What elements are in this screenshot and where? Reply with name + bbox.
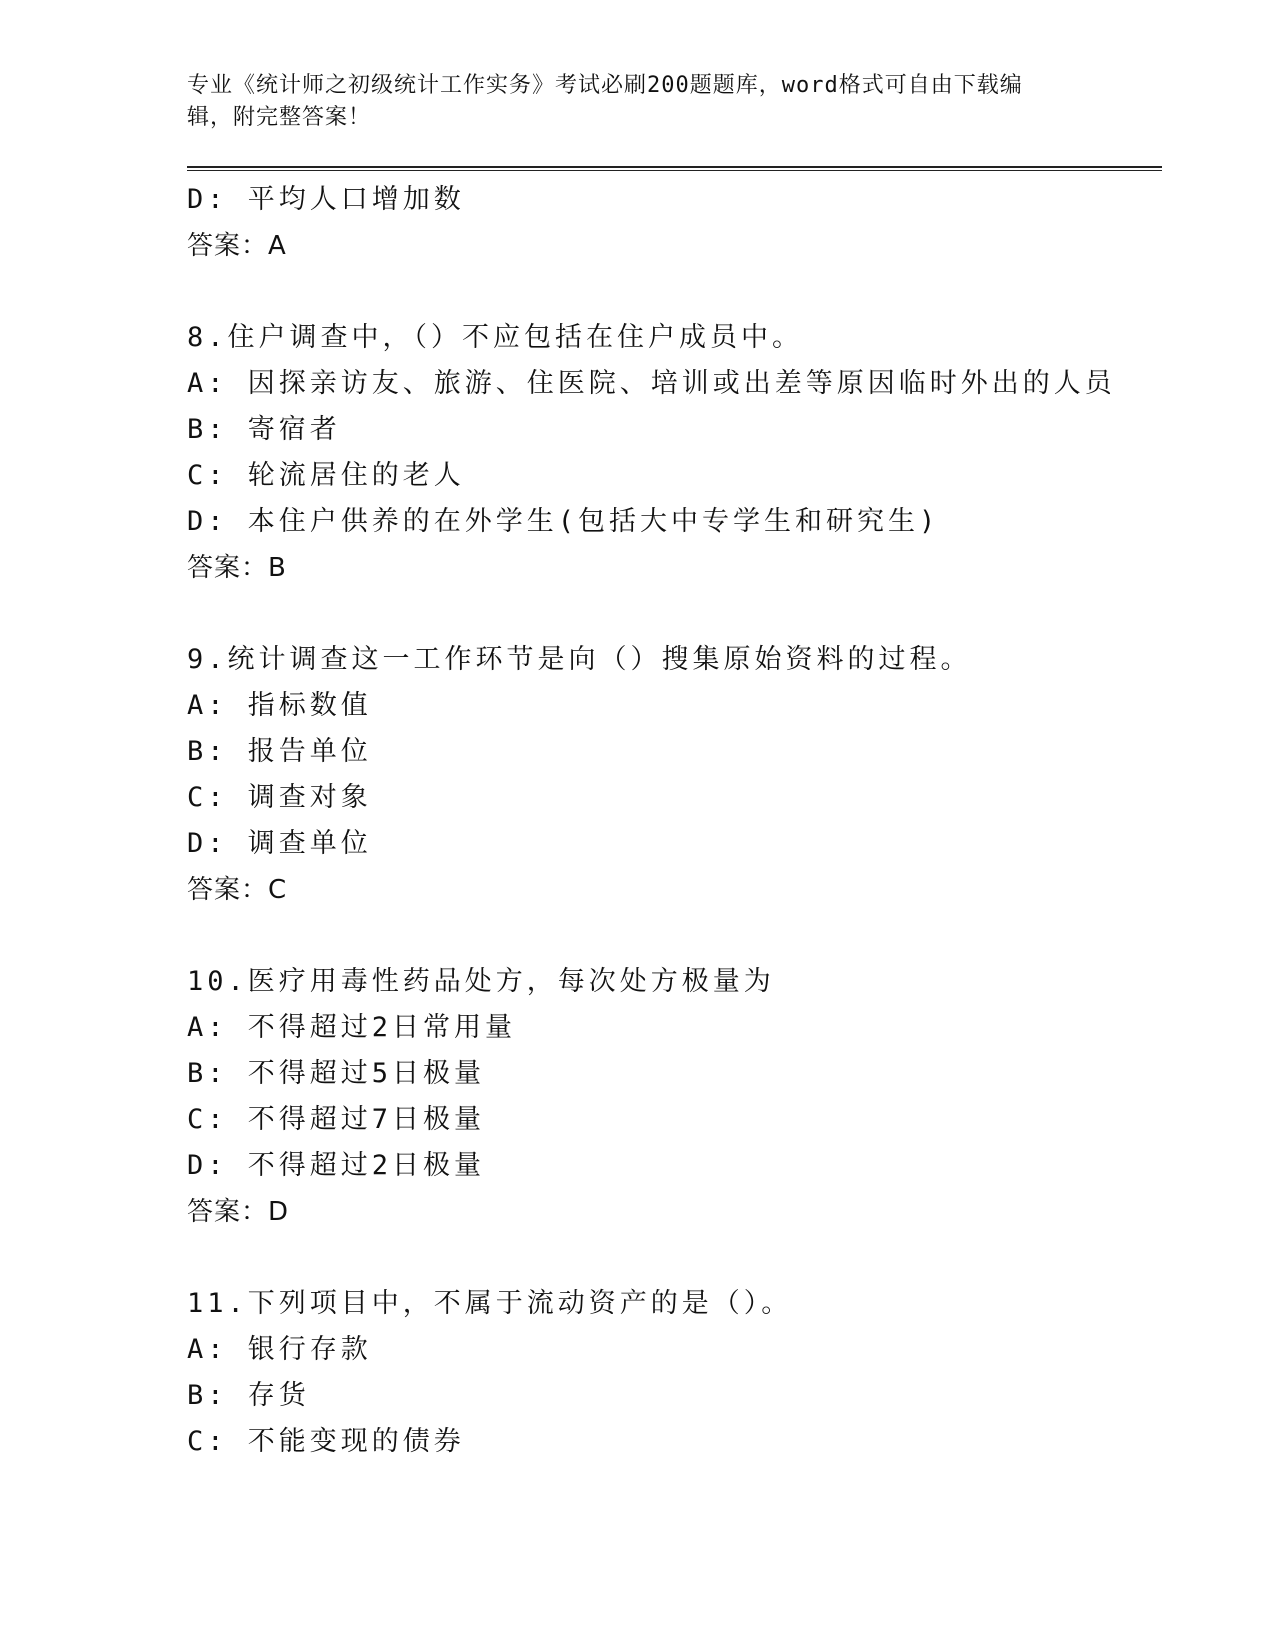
spacer: [187, 591, 1162, 637]
header-divider: [187, 166, 1162, 171]
option-d: D: 平均人口增加数: [187, 184, 465, 215]
question-stem: 9.统计调查这一工作环节是向（）搜集原始资料的过程。: [187, 644, 972, 675]
option-b: B: 存货: [187, 1380, 310, 1411]
document-page: [187, 70, 1162, 1465]
option-a: A: 指标数值: [187, 690, 372, 721]
option-b: B: 不得超过5日极量: [187, 1058, 486, 1089]
divider-line-thin: [187, 170, 1162, 171]
answer-line: 答案：C: [187, 875, 288, 905]
option-a: A: 银行存款: [187, 1334, 372, 1365]
spacer: [187, 913, 1162, 959]
option-a: A: 因探亲访友、旅游、住医院、培训或出差等原因临时外出的人员: [187, 368, 1116, 399]
divider-line-thick: [187, 166, 1162, 168]
spacer: [187, 1235, 1162, 1281]
question-stem: 11.下列项目中，不属于流动资产的是（）。: [187, 1288, 793, 1319]
option-c: C: 调查对象: [187, 782, 372, 813]
option-b: B: 报告单位: [187, 736, 372, 767]
option-d: D: 本住户供养的在外学生(包括大中专学生和研究生): [187, 506, 940, 537]
option-c: C: 轮流居住的老人: [187, 460, 465, 491]
option-a: A: 不得超过2日常用量: [187, 1012, 517, 1043]
option-c: C: 不得超过7日极量: [187, 1104, 486, 1135]
option-d: D: 调查单位: [187, 828, 372, 859]
answer-line: 答案：A: [187, 231, 287, 261]
question-stem: 8.住户调查中，（）不应包括在住户成员中。: [187, 322, 804, 353]
spacer: [187, 269, 1162, 315]
document-header: 专业《统计师之初级统计工作实务》考试必刷200题题库，word格式可自由下载编辑，附完整答案！: [187, 73, 1023, 130]
option-c: C: 不能变现的债券: [187, 1426, 465, 1457]
question-stem: 10.医疗用毒性药品处方，每次处方极量为: [187, 966, 775, 997]
question-list: [187, 177, 1162, 1465]
option-d: D: 不得超过2日极量: [187, 1150, 486, 1181]
answer-line: 答案：B: [187, 553, 287, 583]
answer-line: 答案：D: [187, 1197, 290, 1227]
option-b: B: 寄宿者: [187, 414, 341, 445]
